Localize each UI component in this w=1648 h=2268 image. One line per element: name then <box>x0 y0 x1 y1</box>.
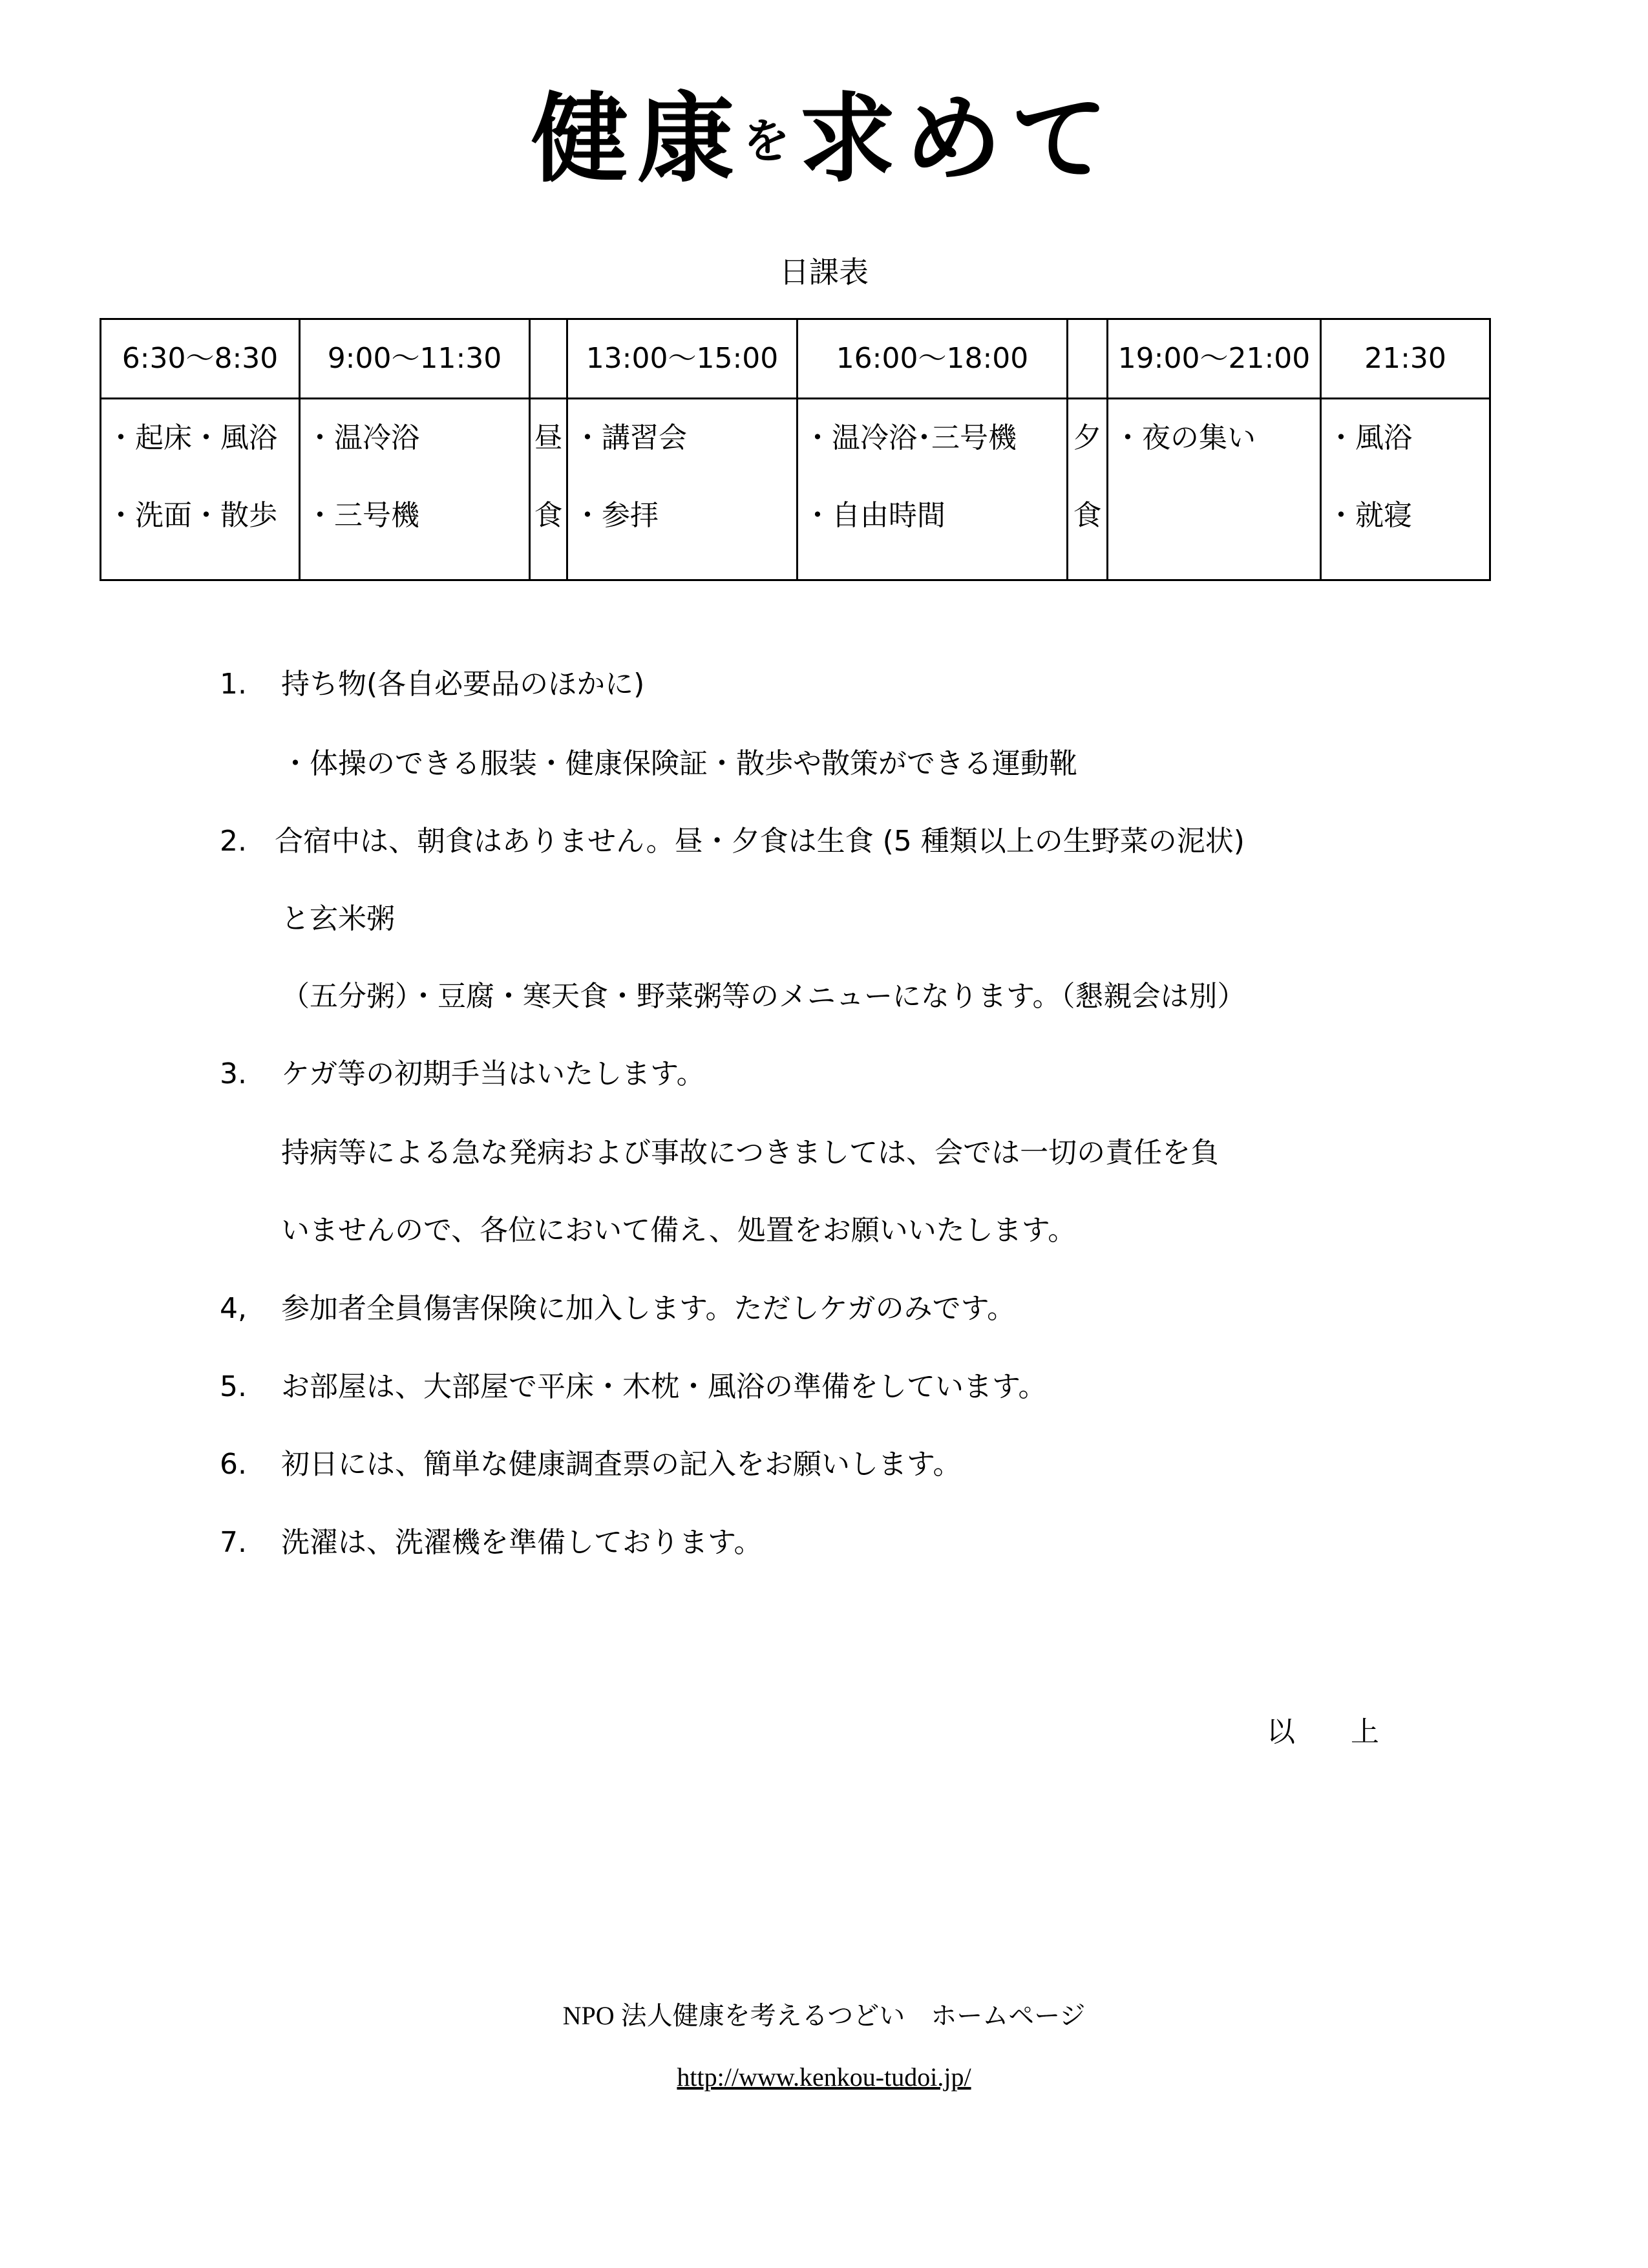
activity-item: ・起床・風浴 <box>107 421 277 454</box>
activity-item: ・洗面・散歩 <box>107 499 277 532</box>
activity-item: ・風浴 <box>1327 421 1412 454</box>
item-number: 4, <box>220 1292 247 1325</box>
activity-item: ・就寝 <box>1327 499 1412 532</box>
time-header: 21:30 <box>1321 319 1490 399</box>
item-number: 7. <box>220 1526 247 1559</box>
item-text: 参加者全員傷害保険に加入します。ただしケガのみです。 <box>281 1292 1016 1325</box>
item-text: 初日には、簡単な健康調査票の記入をお願いします。 <box>281 1448 962 1481</box>
activity-item: 食 <box>1073 499 1102 532</box>
activity-item: ・参拝 <box>573 499 659 532</box>
time-header: 9:00〜11:30 <box>300 319 530 399</box>
time-header: 6:30〜8:30 <box>101 319 300 399</box>
time-header: 16:00〜18:00 <box>798 319 1068 399</box>
item-text: 洗濯は、洗濯機を準備しております。 <box>281 1526 763 1559</box>
time-header: 13:00〜15:00 <box>567 319 798 399</box>
item-text: いませんので、各位において備え、処置をお願いいたします。 <box>281 1214 1077 1247</box>
item-number: 2. <box>220 825 247 858</box>
item-text: 合宿中は、朝食はありません。昼・夕食は生食 (5 種類以上の生野菜の泥状) <box>275 825 1245 858</box>
footer-org: NPO 法人健康を考えるつどい ホームページ <box>562 2001 1086 2030</box>
item-text: 持病等による急な発病および事故につきましては、会では一切の責任を負 <box>281 1136 1220 1169</box>
activity-item: ・温冷浴 <box>306 421 419 454</box>
activity-item: 夕 <box>1073 421 1102 454</box>
title-part-1: 健康 <box>531 82 743 196</box>
item-number: 3. <box>220 1057 247 1090</box>
activity-item: ・三号機 <box>306 499 419 532</box>
closing-mark: 以 上 <box>1267 1715 1402 1748</box>
activity-item: 食 <box>534 499 563 532</box>
schedule-heading: 日課表 <box>779 255 869 290</box>
footer-url-link[interactable]: http://www.kenkou-tudoi.jp/ <box>677 2062 971 2092</box>
item-text: （五分粥）・豆腐・寒天食・野菜粥等のメニューになります。（懇親会は別） <box>281 980 1246 1013</box>
activity-item: 昼 <box>534 421 563 454</box>
title-part-2: を <box>743 113 799 168</box>
item-text: と玄米粥 <box>281 902 395 935</box>
item-number: 1. <box>220 668 247 701</box>
item-text: 持ち物(各自必要品のほかに) <box>281 668 645 701</box>
activity-item: ・自由時間 <box>803 499 945 532</box>
item-text: お部屋は、大部屋で平床・木枕・風浴の準備をしています。 <box>281 1370 1047 1403</box>
item-number: 5. <box>220 1370 247 1403</box>
item-text: ケガ等の初期手当はいたします。 <box>281 1057 705 1090</box>
title-part-3: 求めて <box>799 82 1117 196</box>
time-header: 19:00〜21:00 <box>1108 319 1321 399</box>
activity-item: ・温冷浴･三号機 <box>803 421 1017 454</box>
activity-item: ・夜の集い <box>1114 421 1256 454</box>
activity-item: ・講習会 <box>573 421 687 454</box>
item-text: ・体操のできる服装・健康保険証・散歩や散策ができる運動靴 <box>281 747 1077 780</box>
item-number: 6. <box>220 1448 247 1481</box>
